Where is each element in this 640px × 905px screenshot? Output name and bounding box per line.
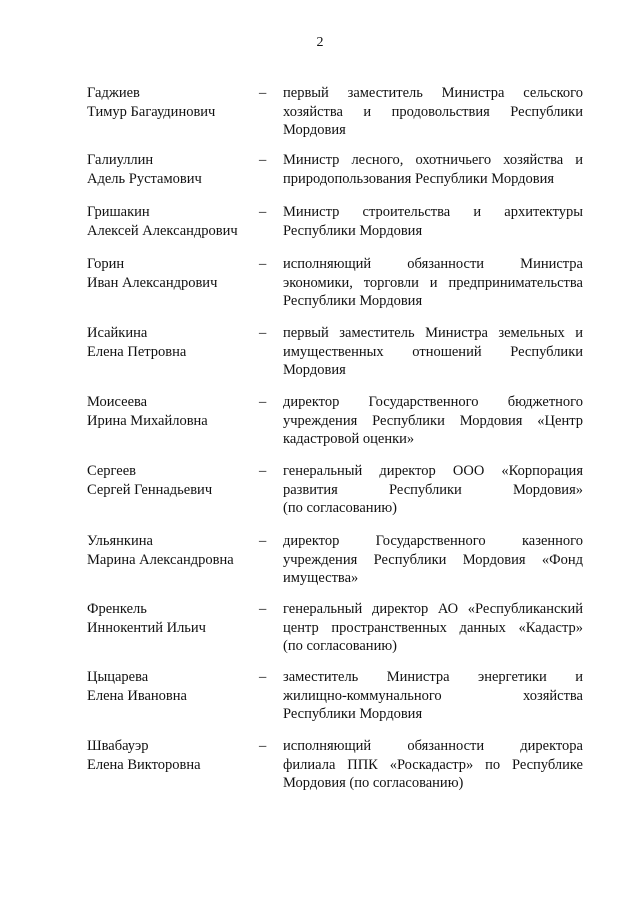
member-surname: Сергеев — [87, 463, 137, 479]
member-name — [87, 600, 257, 637]
member-position — [283, 532, 583, 588]
member-given-names: Марина Александровна — [87, 551, 234, 568]
separator-dash: – — [259, 152, 267, 168]
position-line: Республики Мордовия — [283, 706, 423, 722]
member-name — [87, 393, 257, 430]
member-given-names: Елена Ивановна — [87, 687, 187, 704]
member-name — [87, 668, 257, 705]
member-surname: Моисеева — [87, 394, 148, 410]
position-line: Мордовия — [283, 122, 346, 138]
position-line: первый заместитель Министра сельского — [283, 85, 583, 101]
member-surname: Швабауэр — [87, 738, 149, 754]
position-line: хозяйства и продовольствия Республики — [283, 103, 583, 120]
position-line: Мордовия (по согласованию) — [283, 775, 464, 791]
position-line: Мордовия — [283, 362, 346, 378]
separator-dash: – — [259, 738, 267, 754]
separator-dash: – — [259, 256, 267, 272]
separator-dash: – — [259, 533, 267, 549]
page-number: 2 — [316, 35, 324, 50]
member-position — [283, 600, 583, 656]
member-surname: Цыцарева — [87, 669, 149, 685]
member-name — [87, 84, 257, 121]
member-given-names: Елена Викторовна — [87, 756, 201, 773]
position-line: Министр лесного, охотничьего хозяйства и — [283, 152, 583, 168]
member-name — [87, 255, 257, 292]
position-line: имущества» — [283, 570, 359, 586]
member-position — [283, 203, 583, 240]
member-given-names: Адель Рустамович — [87, 170, 202, 187]
position-line: Республики Мордовия — [283, 293, 423, 309]
member-position — [283, 324, 583, 380]
member-position — [283, 393, 583, 449]
position-line: центр пространственных данных «Кадастр» — [283, 619, 583, 636]
separator-dash: – — [259, 601, 267, 617]
separator-dash: – — [259, 204, 267, 220]
separator-dash: – — [259, 85, 267, 101]
position-line: директор Государственного казенного — [283, 533, 583, 549]
member-surname: Галиуллин — [87, 152, 154, 168]
member-surname: Исайкина — [87, 325, 148, 341]
position-line: учреждения Республики Мордовия «Фонд — [283, 551, 583, 568]
member-given-names: Иван Александрович — [87, 274, 218, 291]
position-line: кадастровой оценки» — [283, 431, 415, 447]
member-name — [87, 151, 257, 188]
member-surname: Гришакин — [87, 204, 150, 220]
separator-dash: – — [259, 394, 267, 410]
member-surname: Гаджиев — [87, 85, 140, 101]
member-name — [87, 462, 257, 499]
position-line: (по согласованию) — [283, 638, 397, 654]
position-line: природопользования Республики Мордовия — [283, 170, 555, 187]
member-name — [87, 203, 257, 240]
member-name — [87, 532, 257, 569]
position-line: (по согласованию) — [283, 500, 397, 516]
position-line: филиала ППК «Роскадастр» по Республике — [283, 756, 583, 773]
member-given-names: Иннокентий Ильич — [87, 619, 206, 636]
member-position — [283, 151, 583, 188]
position-line: генеральный директор ООО «Корпорация — [283, 463, 583, 479]
separator-dash: – — [259, 463, 267, 479]
member-given-names: Ирина Михайловна — [87, 412, 208, 429]
position-line: исполняющий обязанности директора — [283, 738, 583, 754]
member-position — [283, 737, 583, 793]
position-line: жилищно-коммунального хозяйства — [283, 687, 583, 704]
position-line: первый заместитель Министра земельных и — [283, 325, 583, 341]
position-line: Министр строительства и архитектуры — [283, 204, 583, 220]
position-line: имущественных отношений Республики — [283, 343, 583, 360]
member-position — [283, 255, 583, 311]
member-surname: Ульянкина — [87, 533, 153, 549]
position-line: генеральный директор АО «Республиканский — [283, 601, 583, 617]
member-surname: Френкель — [87, 601, 147, 617]
position-line: заместитель Министра энергетики и — [283, 669, 583, 685]
member-given-names: Тимур Багаудинович — [87, 103, 216, 120]
position-line: Республики Мордовия — [283, 222, 423, 239]
member-name — [87, 737, 257, 774]
position-line: директор Государственного бюджетного — [283, 394, 583, 410]
member-surname: Горин — [87, 256, 125, 272]
member-position — [283, 84, 583, 140]
member-given-names: Елена Петровна — [87, 343, 187, 360]
member-position — [283, 668, 583, 724]
position-line: учреждения Республики Мордовия «Центр — [283, 412, 583, 429]
member-position — [283, 462, 583, 518]
separator-dash: – — [259, 669, 267, 685]
position-line: исполняющий обязанности Министра — [283, 256, 583, 272]
member-name — [87, 324, 257, 361]
separator-dash: – — [259, 325, 267, 341]
position-line: развития Республики Мордовия» — [283, 481, 583, 498]
position-line: экономики, торговли и предпринимательства — [283, 274, 583, 291]
member-given-names: Алексей Александрович — [87, 222, 238, 239]
member-given-names: Сергей Геннадьевич — [87, 481, 213, 498]
